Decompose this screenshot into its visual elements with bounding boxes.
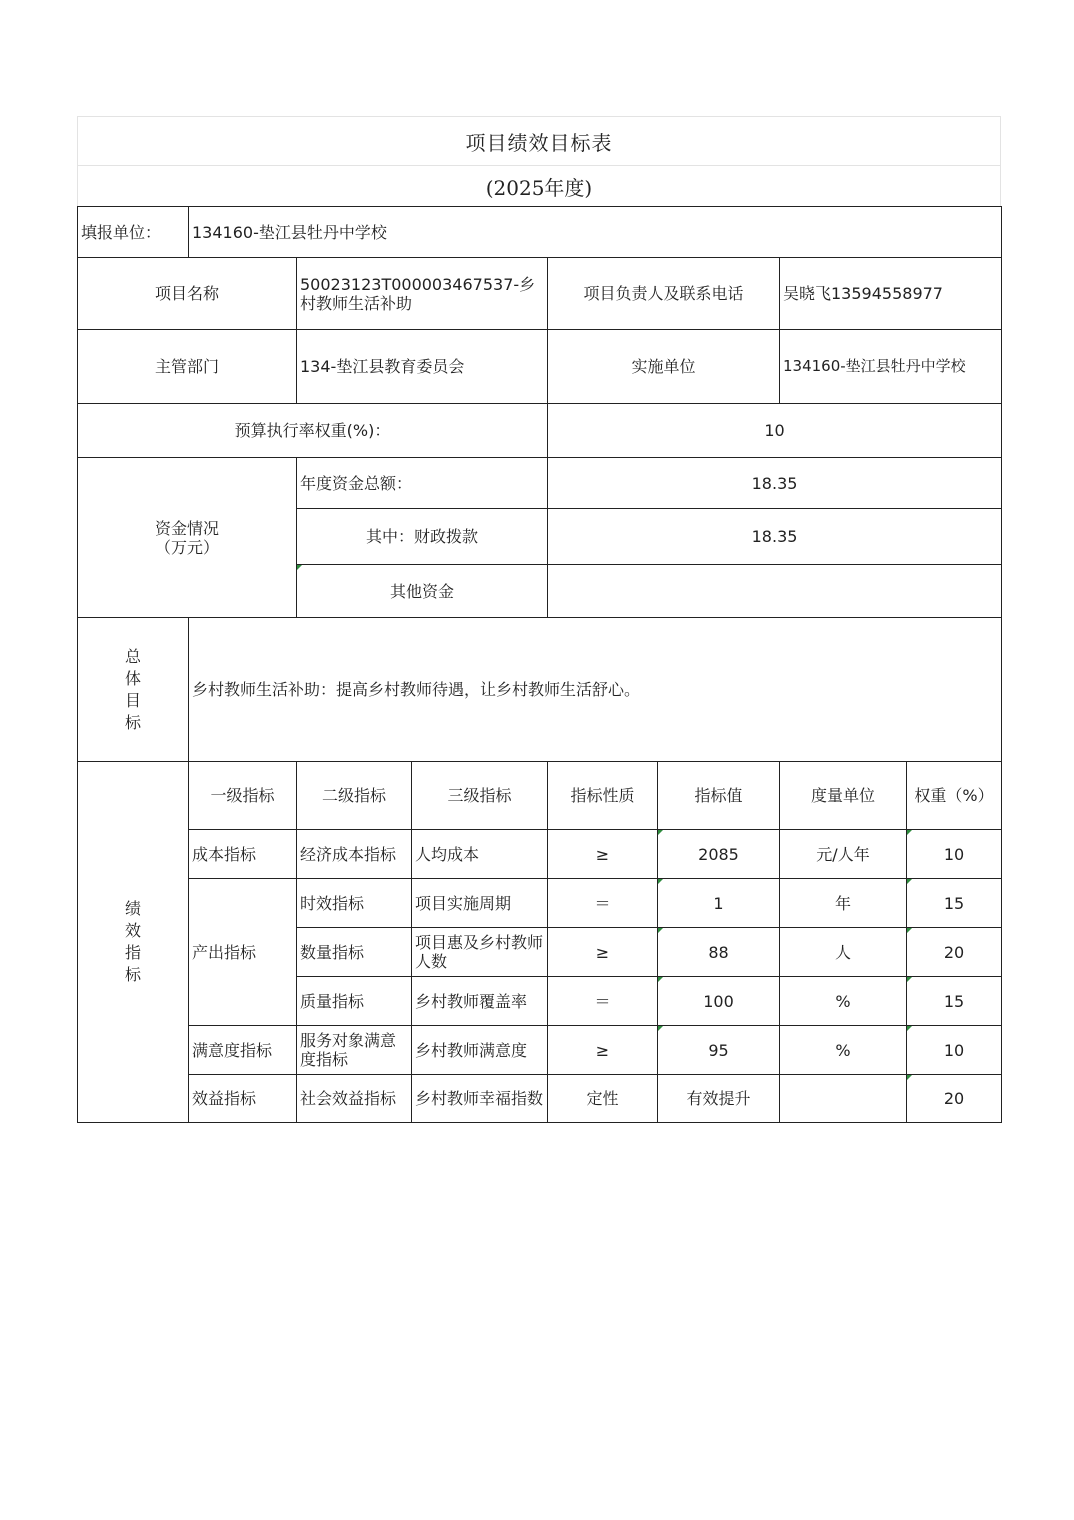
table-row	[78, 1075, 1002, 1123]
funds-other-label: 其他资金	[297, 565, 548, 618]
l1-cell: 成本指标	[189, 830, 297, 879]
l1-cell: 效益指标	[189, 1075, 297, 1123]
value-cell: 88	[658, 928, 780, 977]
weight-cell: 20	[907, 928, 1002, 977]
l2-cell: 社会效益指标	[297, 1075, 412, 1123]
performance-form	[77, 116, 1001, 1123]
l2-cell: 质量指标	[297, 977, 412, 1026]
project-name-value: 50023123T000003467537-乡村教师生活补助	[297, 258, 548, 330]
l3-cell: 人均成本	[412, 830, 548, 879]
budget-rate-label: 预算执行率权重(%)：	[78, 404, 548, 458]
overall-goal-text: 乡村教师生活补助：提高乡村教师待遇，让乡村教师生活舒心。	[189, 618, 1002, 762]
budget-rate-value: 10	[548, 404, 1002, 458]
nature-cell: 定性	[548, 1075, 658, 1123]
nature-cell: ≥	[548, 830, 658, 879]
dept-label: 主管部门	[78, 330, 297, 404]
weight-cell: 10	[907, 830, 1002, 879]
funds-label-line2: （万元）	[154, 537, 219, 557]
header-nature: 指标性质	[548, 762, 658, 830]
weight-cell: 15	[907, 879, 1002, 928]
unit-cell: 元/人年	[780, 830, 907, 879]
unit-cell: %	[780, 1026, 907, 1075]
funds-fiscal-value: 18.35	[548, 509, 1002, 565]
performance-indicator-label: 绩 效 指 标	[78, 762, 189, 1123]
impl-label: 实施单位	[548, 330, 780, 404]
unit-cell: 年	[780, 879, 907, 928]
value-cell: 100	[658, 977, 780, 1026]
table-row	[78, 879, 1002, 928]
header-l2: 二级指标	[297, 762, 412, 830]
weight-cell: 20	[907, 1075, 1002, 1123]
value-cell: 95	[658, 1026, 780, 1075]
table-row	[78, 1026, 1002, 1075]
contact-label: 项目负责人及联系电话	[548, 258, 780, 330]
l2-cell: 经济成本指标	[297, 830, 412, 879]
unit-cell: 人	[780, 928, 907, 977]
l2-cell: 时效指标	[297, 879, 412, 928]
unit-cell: %	[780, 977, 907, 1026]
impl-value: 134160-垫江县牡丹中学校	[780, 330, 1002, 404]
header-l1: 一级指标	[189, 762, 297, 830]
l3-cell: 乡村教师满意度	[412, 1026, 548, 1075]
unit-cell	[780, 1075, 907, 1123]
nature-cell: ≥	[548, 928, 658, 977]
header-weight: 权重（%）	[907, 762, 1002, 830]
funds-fiscal-label: 其中：财政拨款	[297, 509, 548, 565]
header-value: 指标值	[658, 762, 780, 830]
l2-cell: 数量指标	[297, 928, 412, 977]
nature-cell: ≥	[548, 1026, 658, 1075]
dept-value: 134-垫江县教育委员会	[297, 330, 548, 404]
l3-cell: 项目惠及乡村教师人数	[412, 928, 548, 977]
l1-cell: 满意度指标	[189, 1026, 297, 1075]
l2-cell: 服务对象满意度指标	[297, 1026, 412, 1075]
overall-goal-label: 总 体 目 标	[78, 618, 189, 762]
l3-cell: 项目实施周期	[412, 879, 548, 928]
unit-label: 填报单位：	[78, 207, 189, 258]
contact-value: 吴晓飞13594558977	[780, 258, 1002, 330]
value-cell: 有效提升	[658, 1075, 780, 1123]
nature-cell: ＝	[548, 977, 658, 1026]
header-unit: 度量单位	[780, 762, 907, 830]
l3-cell: 乡村教师覆盖率	[412, 977, 548, 1026]
l3-cell: 乡村教师幸福指数	[412, 1075, 548, 1123]
form-year: (2025年度)	[77, 165, 1001, 206]
funds-label	[78, 458, 297, 618]
funds-label-line1: 资金情况	[154, 518, 219, 538]
weight-cell: 15	[907, 977, 1002, 1026]
l1-cell: 产出指标	[189, 879, 297, 1026]
project-name-label: 项目名称	[78, 258, 297, 330]
value-cell: 1	[658, 879, 780, 928]
value-cell: 2085	[658, 830, 780, 879]
nature-cell: ＝	[548, 879, 658, 928]
form-title: 项目绩效目标表	[77, 116, 1001, 165]
funds-total-label: 年度资金总额：	[297, 458, 548, 509]
unit-value: 134160-垫江县牡丹中学校	[189, 207, 1002, 258]
funds-other-value	[548, 565, 1002, 618]
funds-total-value: 18.35	[548, 458, 1002, 509]
form-table	[77, 206, 1002, 1123]
header-l3: 三级指标	[412, 762, 548, 830]
table-row	[78, 830, 1002, 879]
weight-cell: 10	[907, 1026, 1002, 1075]
